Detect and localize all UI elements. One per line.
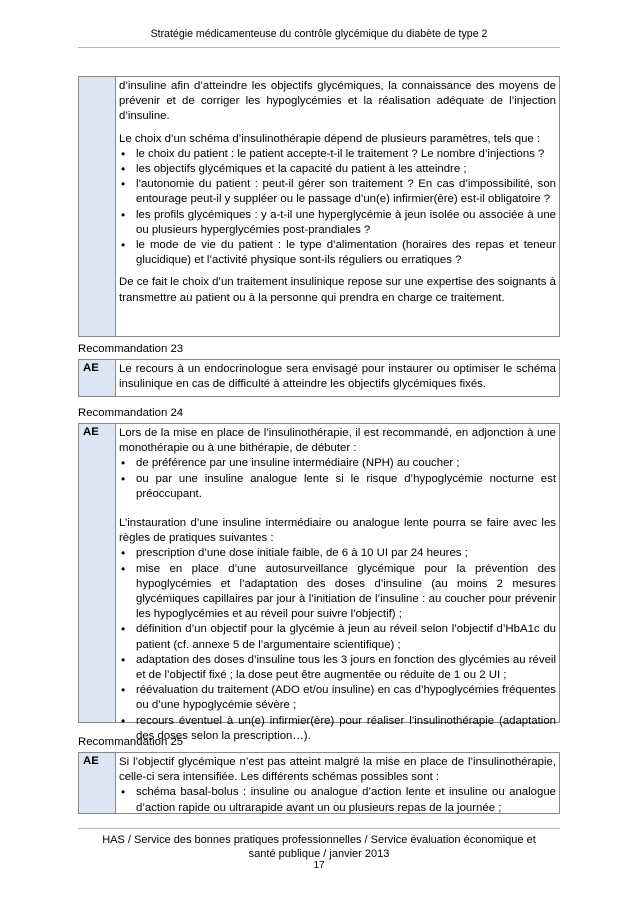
bullet-list	[119, 147, 556, 269]
header-rule	[78, 47, 560, 48]
recommendation-box	[78, 359, 560, 397]
paragraph: De ce fait le choix d’un traitement insulinique repose sur une expertise des soignants à transmettre au patient ou à la personne qui prendra en charge ce traitement.	[119, 276, 556, 304]
grade-tag: AE	[83, 362, 99, 374]
paragraph: Lors de la mise en place de l’insulinothérapie, il est recommandé, en adjonction à une monothérapie ou à une bithérapie, de débuter :	[119, 427, 556, 455]
list-item: • de préférence par une insuline intermédiaire (NPH) au coucher ;	[119, 456, 556, 471]
list-item: • ou par une insuline analogue lente si le risque d’hypoglycémie nocturne est préoccupant.	[119, 472, 556, 502]
list-item: • schéma basal-bolus : insuline ou analogue d’action lente et insuline ou analogue d’action rapide ou ultrarapide avant un ou plusieurs repas de la journée ;	[119, 785, 556, 815]
list-item: • mise en place d’une autosurveillance glycémique pour la prévention des hypoglycémies et l’adaptation des doses d’insuline (au moins 2 mesures glycémiques capillaires par jour à l’initiation de l’insuline : au coucher pour prévenir les hypoglycémies et au réveil pour suivre l’objectif) ;	[119, 562, 556, 623]
list-item: • adaptation des doses d’insuline tous les 3 jours en fonction des glycémies au réveil et de l’objectif fixé ; la dose peut être augmentée ou réduite de 1 ou 2 UI ;	[119, 653, 556, 683]
list-item: • le mode de vie du patient : le type d’alimentation (horaires des repas et teneur glucidique) et l’activité physique sont-ils réguliers ou erratiques ?	[119, 238, 556, 268]
recommendation-title: Recommandation 24	[78, 407, 184, 419]
paragraph: Si l’objectif glycémique n’est pas atteint malgré la mise en place de l’insulinothérapie, celle-ci sera intensifiée. Les différents schémas possibles sont :	[119, 756, 556, 784]
continuation-box	[78, 76, 560, 337]
paragraph: d’insuline afin d’atteindre les objectifs glycémiques, la connaissance des moyens de prévenir et de corriger les hypoglycémies et la réalisation adéquate de l’injection d’insuline.	[119, 80, 556, 123]
list-item: • les profils glycémiques : y a-t-il une hyperglycémie à jeun isolée ou associée à une ou plusieurs hyperglycémies post-prandiales ?	[119, 208, 556, 238]
list-item: • le choix du patient : le patient accepte-t-il le traitement ? Le nombre d’injections ?	[119, 147, 556, 162]
grade-tag: AE	[83, 426, 99, 438]
bullet-list	[119, 785, 556, 815]
footer-line-2: santé publique / janvier 2013	[248, 848, 390, 860]
running-header: Stratégie médicamenteuse du contrôle glycémique du diabète de type 2	[150, 28, 488, 40]
list-item: • les objectifs glycémiques et la capacité du patient à les atteindre ;	[119, 162, 556, 177]
recommendation-content	[115, 424, 559, 742]
grade-tag: AE	[83, 755, 99, 767]
recommendation-box	[78, 752, 560, 814]
paragraph: Le choix d’un schéma d’insulinothérapie dépend de plusieurs paramètres, tels que :	[119, 132, 541, 145]
paragraph: L’instauration d’une insuline intermédiaire ou analogue lente pourra se faire avec les règles de pratiques suivantes :	[119, 517, 556, 545]
recommendation-title: Recommandation 25	[78, 736, 184, 748]
bullet-list	[119, 546, 556, 744]
list-item: • l’autonomie du patient : peut-il gérer son traitement ? En cas d’impossibilité, son entourage peut-il y suppléer ou le passage d’un(e) infirmier(ère) est-il obligatoire ?	[119, 177, 556, 207]
footer-rule	[78, 828, 560, 829]
list-item: • recours éventuel à un(e) infirmier(ère) pour réaliser l’insulinothérapie (adaptation des doses selon la prescription…).	[119, 714, 556, 744]
footer-line-1: HAS / Service des bonnes pratiques professionnelles / Service évaluation économique et	[102, 834, 536, 846]
list-item: • définition d’un objectif pour la glycémie à jeun au réveil selon l’objectif d’HbA1c du patient (cf. annexe 5 de l’argumentaire scientifique) ;	[119, 622, 556, 652]
bullet-list	[119, 456, 556, 502]
list-item: • réévaluation du traitement (ADO et/ou insuline) en cas d’hypoglycémies fréquentes ou d’une hypoglycémie sévère ;	[119, 683, 556, 713]
running-footer	[78, 833, 560, 861]
page-number: 17	[313, 860, 325, 871]
recommendation-title: Recommandation 23	[78, 343, 184, 355]
continuation-content	[115, 77, 559, 336]
list-item: • prescription d’une dose initiale faible, de 6 à 10 UI par 24 heures ;	[119, 546, 556, 561]
paragraph: Le recours à un endocrinologue sera envisagé pour instaurer ou optimiser le schéma insulinique en cas de difficulté à atteindre les objectifs glycémiques fixés.	[119, 363, 556, 391]
recommendation-content	[115, 753, 559, 813]
recommendation-content	[115, 360, 559, 396]
